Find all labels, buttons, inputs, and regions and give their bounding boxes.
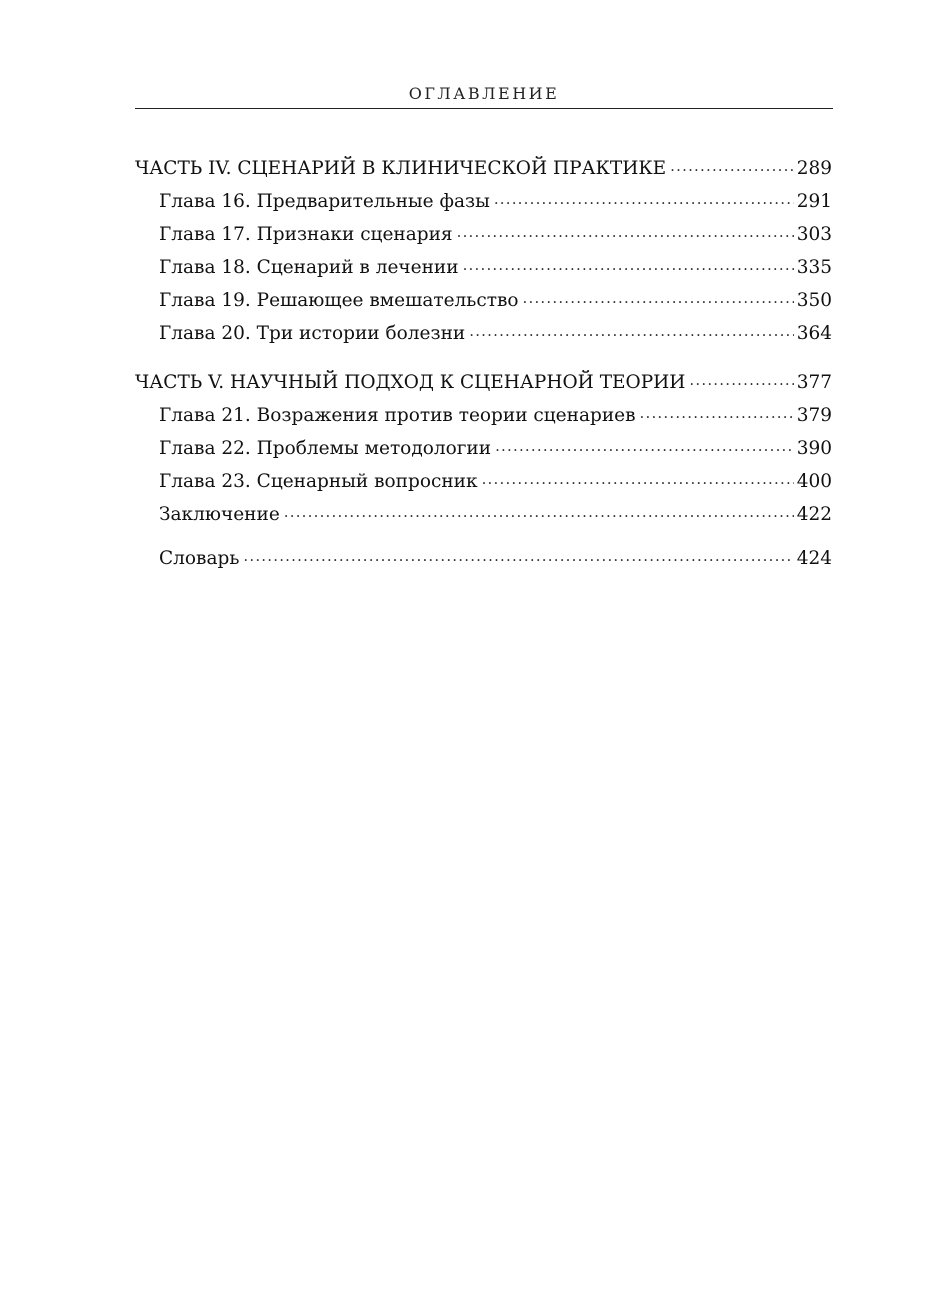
toc-part-title: ЧАСТЬ IV. СЦЕНАРИЙ В КЛИНИЧЕСКОЙ ПРАКТИКЕ [135,158,667,179]
toc-chapter-entry [135,284,832,317]
toc-page-number: 379 [796,405,832,426]
toc-chapter-title: Глава 17. Признаки сценария [159,224,453,245]
toc-part-entry [135,152,832,185]
toc-page-number: 350 [796,290,832,311]
toc-chapter-entry [135,251,832,284]
dot-leader [670,156,794,175]
dot-leader [463,255,794,274]
toc-backmatter [135,542,832,575]
toc-chapter-entry [135,218,832,251]
toc-chapter-title: Глава 23. Сценарный вопросник [159,471,478,492]
toc-chapter-entry [135,185,832,218]
toc-page-number: 291 [796,191,832,212]
dot-leader [640,403,794,422]
toc-page-number: 335 [796,257,832,278]
toc-chapter-entry [135,432,832,465]
toc-page-number: 289 [796,158,832,179]
dot-leader [495,436,794,455]
toc-page-number: 377 [796,372,832,393]
dot-leader [243,546,793,565]
dot-leader [457,222,794,241]
toc-chapter-entry [135,498,832,531]
table-of-contents [135,152,832,575]
toc-chapter-entry [135,399,832,432]
toc-chapter-title: Глава 19. Решающее вмешательство [159,290,519,311]
toc-page-number: 400 [796,471,832,492]
dot-leader [284,502,794,521]
toc-chapter-title: Глава 18. Сценарий в лечении [159,257,459,278]
toc-page-number: 424 [796,548,832,569]
toc-page-number: 422 [796,504,832,525]
running-head: ОГЛАВЛЕНИЕ [408,84,560,103]
toc-page-number: 303 [796,224,832,245]
toc-page-number: 364 [796,323,832,344]
toc-part-v [135,366,832,531]
toc-page-number: 390 [796,438,832,459]
toc-part-iv [135,152,832,350]
toc-chapter-entry [135,317,832,350]
toc-chapter-title: Глава 21. Возражения против теории сценариев [159,405,636,426]
dot-leader [689,370,793,389]
dot-leader [523,288,794,307]
header-rule [135,108,833,109]
toc-chapter-entry [135,465,832,498]
toc-chapter-entry [135,542,832,575]
toc-chapter-title: Глава 20. Три истории болезни [159,323,466,344]
toc-chapter-title: Глава 16. Предварительные фазы [159,191,490,212]
toc-part-title: ЧАСТЬ V. НАУЧНЫЙ ПОДХОД К СЦЕНАРНОЙ ТЕОРИИ [135,372,686,393]
dot-leader [494,189,794,208]
toc-chapter-title: Заключение [159,504,280,525]
dot-leader [482,469,794,488]
toc-part-entry [135,366,832,399]
dot-leader [469,321,793,340]
toc-chapter-title: Глава 22. Проблемы методологии [159,438,492,459]
toc-chapter-title: Словарь [159,548,240,569]
